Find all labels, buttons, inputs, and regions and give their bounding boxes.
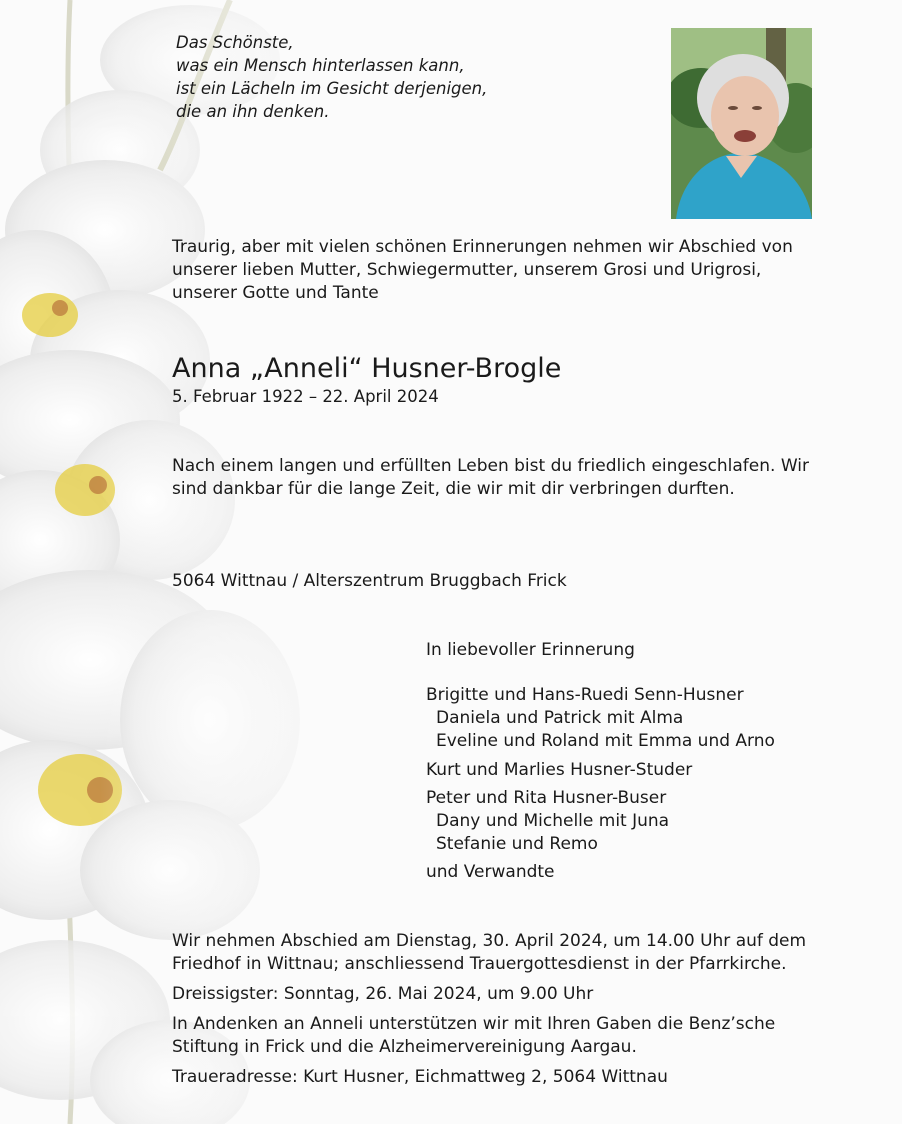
- mourners-heading: In liebevoller Erinnerung: [426, 640, 635, 660]
- donation-note: In Andenken an Anneli unterstützen wir mit Ihren Gaben die Benz’sche Stiftung in Frick und die Alzheimervereinigung Aargau.: [172, 1014, 776, 1057]
- family-group: [426, 759, 896, 782]
- family-sub: Dany und Michelle mit Juna: [436, 811, 670, 831]
- place-line: 5064 Wittnau / Alterszentrum Bruggbach Frick: [172, 571, 567, 591]
- mourning-address: Traueradresse: Kurt Husner, Eichmattweg 2, 5064 Wittnau: [172, 1067, 668, 1087]
- family-main: Brigitte und Hans-Ruedi Senn-Husner: [426, 685, 744, 705]
- family-main: Peter und Rita Husner-Buser: [426, 788, 667, 808]
- family-group: [426, 684, 896, 753]
- quote-line: ist ein Lächeln im Gesicht derjenigen,: [176, 79, 488, 98]
- portrait-photo: [671, 28, 812, 219]
- life-dates: 5. Februar 1922 – 22. April 2024: [172, 387, 439, 406]
- family-main: Kurt und Marlies Husner-Studer: [426, 760, 693, 780]
- family-group: [426, 787, 896, 856]
- quote-line: die an ihn denken.: [176, 102, 330, 121]
- mourners-list: [426, 639, 896, 884]
- quote: [176, 31, 487, 123]
- farewell-message: Nach einem langen und erfüllten Leben bist du friedlich eingeschlafen. Wir sind dankbar für die lange Zeit, die wir mit dir verbringen durften.: [172, 456, 809, 499]
- deceased-name: Anna „Anneli“ Husner-Brogle: [172, 353, 562, 384]
- family-sub: Daniela und Patrick mit Alma: [436, 708, 684, 728]
- family-sub: Eveline und Roland mit Emma und Arno: [436, 731, 775, 751]
- farewell-service: Wir nehmen Abschied am Dienstag, 30. April 2024, um 14.00 Uhr auf dem Friedhof in Wittnau; anschliessend Trauergottesdienst in der Pfarrkirche.: [172, 931, 807, 974]
- quote-line: Das Schönste,: [176, 33, 294, 52]
- quote-line: was ein Mensch hinterlassen kann,: [176, 56, 465, 75]
- dreissigster: Dreissigster: Sonntag, 26. Mai 2024, um 9.00 Uhr: [172, 984, 594, 1004]
- service-info: [172, 930, 822, 1096]
- family-closing: und Verwandte: [426, 862, 555, 882]
- family-sub: Stefanie und Remo: [436, 834, 598, 854]
- intro-text: Traurig, aber mit vielen schönen Erinnerungen nehmen wir Abschied von unserer lieben Mutter, Schwiegermutter, unserem Grosi und Urigrosi, unserer Gotte und Tante: [172, 237, 793, 303]
